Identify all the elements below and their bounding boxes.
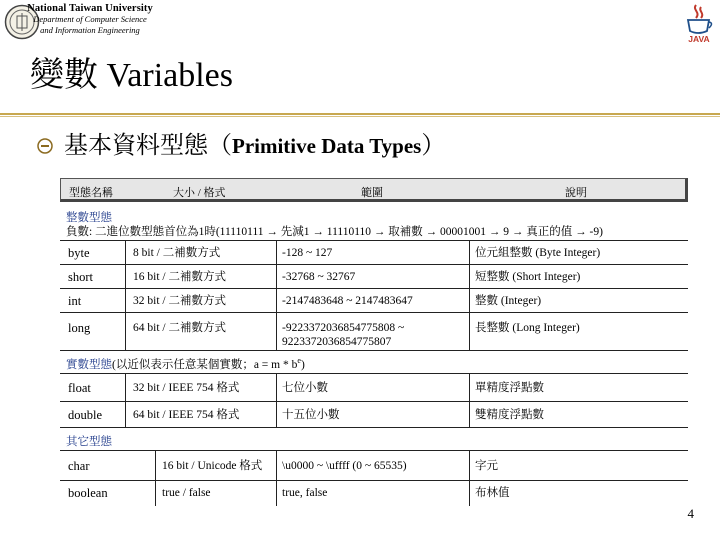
row-divider xyxy=(60,373,688,374)
bullet-cn-open: 基本資料型態（ xyxy=(64,133,232,159)
row-divider xyxy=(60,350,688,351)
department-line-2: and Information Engineering xyxy=(40,25,140,35)
cell-desc: 位元組整數 (Byte Integer) xyxy=(475,247,601,259)
java-coffee-icon xyxy=(682,2,716,44)
cell-size: true / false xyxy=(162,487,211,499)
cell-desc: 長整數 (Long Integer) xyxy=(475,322,580,334)
bullet-en: Primitive Data Types xyxy=(232,134,422,158)
cell-size: 16 bit / 二補數方式 xyxy=(133,271,226,283)
bullet-cn-close: ） xyxy=(421,133,446,159)
section-title-real-close: ) xyxy=(300,359,305,371)
cell-type: char xyxy=(68,459,90,473)
cell-type: short xyxy=(68,270,93,284)
cell-range: -2147483648 ~ 2147483647 xyxy=(282,295,413,307)
cell-type: boolean xyxy=(68,486,108,500)
cell-type: byte xyxy=(68,246,90,260)
column-divider xyxy=(155,450,156,506)
cell-range: -128 ~ 127 xyxy=(282,247,333,259)
column-divider xyxy=(125,240,126,350)
bullet-heading xyxy=(64,131,445,161)
row-divider xyxy=(60,240,688,241)
table-row xyxy=(60,270,688,294)
cell-range: true, false xyxy=(282,487,328,499)
cell-desc: 單精度浮點數 xyxy=(475,382,544,394)
title-rule xyxy=(0,113,720,115)
slide-title: 變數 Variables xyxy=(30,57,234,94)
header-description: 說明 xyxy=(565,187,587,199)
cell-desc: 短整數 (Short Integer) xyxy=(475,271,581,283)
department-line-1: Department of Computer Science xyxy=(33,14,147,24)
row-divider xyxy=(60,401,688,402)
cell-size: 32 bit / IEEE 754 格式 xyxy=(133,382,240,394)
cell-type: float xyxy=(68,381,91,395)
section-title-real xyxy=(66,356,305,372)
title-rule-thin xyxy=(0,116,720,117)
column-divider xyxy=(125,373,126,427)
cell-range: \u0000 ~ \uffff (0 ~ 65535) xyxy=(282,460,407,472)
square-bullet-icon xyxy=(37,138,53,154)
section-title-other: 其它型態 xyxy=(66,436,112,448)
table-header xyxy=(60,178,688,202)
cell-desc: 雙精度浮點數 xyxy=(475,409,544,421)
column-divider xyxy=(469,450,470,506)
header-size-format: 大小 / 格式 xyxy=(173,187,226,199)
cell-type: double xyxy=(68,408,103,422)
cell-type: long xyxy=(68,321,91,335)
section-title-real-formula: (以近似表示任意某個實數；a = m * b xyxy=(112,359,298,371)
cell-desc: 字元 xyxy=(475,460,498,472)
header-range: 範圍 xyxy=(361,187,383,199)
column-divider xyxy=(469,240,470,350)
section-title-real-label: 實數型態 xyxy=(66,359,112,371)
table-row xyxy=(60,246,688,270)
cell-size: 32 bit / 二補數方式 xyxy=(133,295,226,307)
cell-range-line-2: 9223372036854775807 xyxy=(282,336,392,348)
cell-size: 64 bit / 二補數方式 xyxy=(133,322,226,334)
university-name: National Taiwan University xyxy=(27,3,153,14)
section-title-real-exponent: e xyxy=(297,356,301,366)
column-divider xyxy=(276,240,277,350)
cell-size: 8 bit / 二補數方式 xyxy=(133,247,221,259)
column-divider xyxy=(276,373,277,427)
cell-range: -32768 ~ 32767 xyxy=(282,271,356,283)
row-divider xyxy=(60,427,688,428)
cell-desc: 整數 (Integer) xyxy=(475,295,542,307)
row-divider xyxy=(60,264,688,265)
column-divider xyxy=(469,373,470,427)
row-divider xyxy=(60,288,688,289)
header-type-name: 型態名稱 xyxy=(69,187,113,199)
table-row xyxy=(60,294,688,318)
section-title-integer: 整數型態 xyxy=(66,212,112,224)
cell-type: int xyxy=(68,294,82,308)
page-number: 4 xyxy=(687,506,694,521)
section-note-integer: 負數: 二進位數型態首位為1時(11110111 → 先減1 → 11110110 → 取補數 → 00001001 → 9 → 真正的值 → -9) xyxy=(66,226,603,238)
cell-range: 七位小數 xyxy=(282,382,328,394)
column-divider xyxy=(276,450,277,506)
row-divider xyxy=(60,312,688,313)
java-label: JAVA xyxy=(688,34,710,44)
university-header xyxy=(0,3,180,36)
cell-range: -9223372036854775808 ~ xyxy=(282,322,405,334)
data-types-table xyxy=(60,178,688,202)
cell-range: 十五位小數 xyxy=(282,409,340,421)
cell-desc: 布林值 xyxy=(475,487,510,499)
cell-size: 16 bit / Unicode 格式 xyxy=(162,460,263,472)
table-row xyxy=(60,408,688,432)
cell-size: 64 bit / IEEE 754 格式 xyxy=(133,409,240,421)
